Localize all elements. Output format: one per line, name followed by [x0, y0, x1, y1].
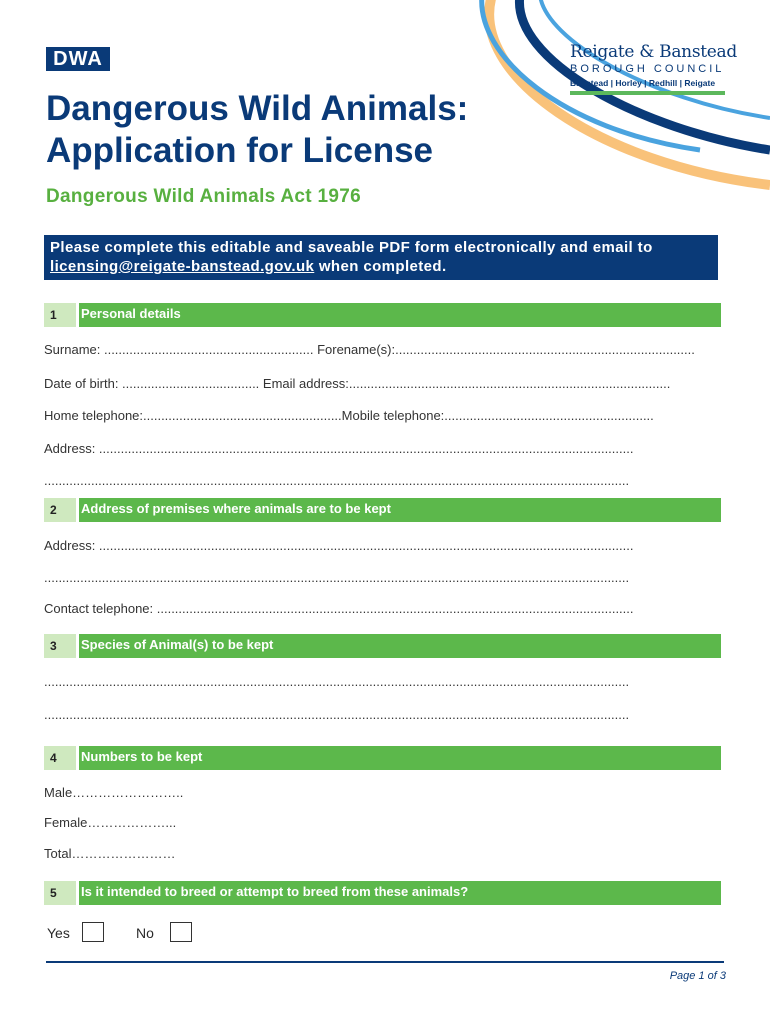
premises-address-field[interactable]: Address: ....................................................................................................................................................: [44, 538, 634, 553]
logo-subtitle: BOROUGH COUNCIL: [570, 63, 725, 75]
section-4-header: [44, 746, 721, 770]
surname-forename-field[interactable]: Surname: .......................................................... Forename(s):...................................................................................: [44, 342, 695, 357]
council-logo: [570, 42, 737, 95]
section-2-header: [44, 498, 721, 522]
title-line-1: Dangerous Wild Animals:: [46, 89, 469, 128]
section-number: 2: [44, 498, 76, 522]
page-title: [46, 88, 468, 172]
footer-divider: [46, 961, 724, 963]
dwa-badge: DWA: [46, 47, 110, 71]
page-number: Page 1 of 3: [669, 970, 726, 982]
logo-towns: Banstead | Horley | Redhill | Reigate: [570, 78, 716, 88]
address-field[interactable]: Address: ....................................................................................................................................................: [44, 441, 634, 456]
species-field-2[interactable]: ..................................................................................................................................................................: [44, 707, 630, 722]
male-count-field[interactable]: Male……………………..: [44, 785, 184, 800]
instructions-text: Please complete this editable and saveable PDF form electronically and email to: [50, 239, 653, 256]
title-line-2: Application for License: [46, 131, 433, 170]
premises-address-continued-field[interactable]: ..................................................................................................................................................................: [44, 570, 630, 585]
section-1-header: [44, 303, 721, 327]
total-count-field[interactable]: Total……………………: [44, 846, 176, 861]
instructions-suffix: when completed.: [314, 258, 447, 275]
contact-telephone-field[interactable]: Contact telephone: ....................................................................................................................................: [44, 601, 634, 616]
section-number: 4: [44, 746, 76, 770]
section-number: 3: [44, 634, 76, 658]
section-title: Numbers to be kept: [79, 746, 721, 770]
section-number: 1: [44, 303, 76, 327]
telephone-field[interactable]: Home telephone:.......................................................Mobile telephone:..........................................................: [44, 408, 654, 423]
act-subtitle: Dangerous Wild Animals Act 1976: [46, 186, 361, 207]
section-title: Address of premises where animals are to be kept: [79, 498, 721, 522]
section-3-header: [44, 634, 721, 658]
dob-email-field[interactable]: Date of birth: ...................................... Email address:.........................................................................................: [44, 376, 671, 391]
section-number: 5: [44, 881, 76, 905]
logo-green-bar: [570, 91, 725, 95]
yes-checkbox[interactable]: [82, 922, 104, 942]
female-count-field[interactable]: Female………………...: [44, 815, 177, 830]
address-continued-field[interactable]: ..................................................................................................................................................................: [44, 473, 630, 488]
logo-name: Reigate & Banstead: [570, 42, 737, 62]
yes-label: Yes: [47, 925, 70, 941]
section-title: Is it intended to breed or attempt to breed from these animals?: [79, 881, 721, 905]
section-5-header: [44, 881, 721, 905]
species-field-1[interactable]: ..................................................................................................................................................................: [44, 674, 630, 689]
no-label: No: [136, 925, 154, 941]
licensing-email-link[interactable]: licensing@reigate-banstead.gov.uk: [50, 258, 315, 275]
instructions-banner: [44, 235, 718, 280]
no-checkbox[interactable]: [170, 922, 192, 942]
section-title: Species of Animal(s) to be kept: [79, 634, 721, 658]
section-title: Personal details: [79, 303, 721, 327]
